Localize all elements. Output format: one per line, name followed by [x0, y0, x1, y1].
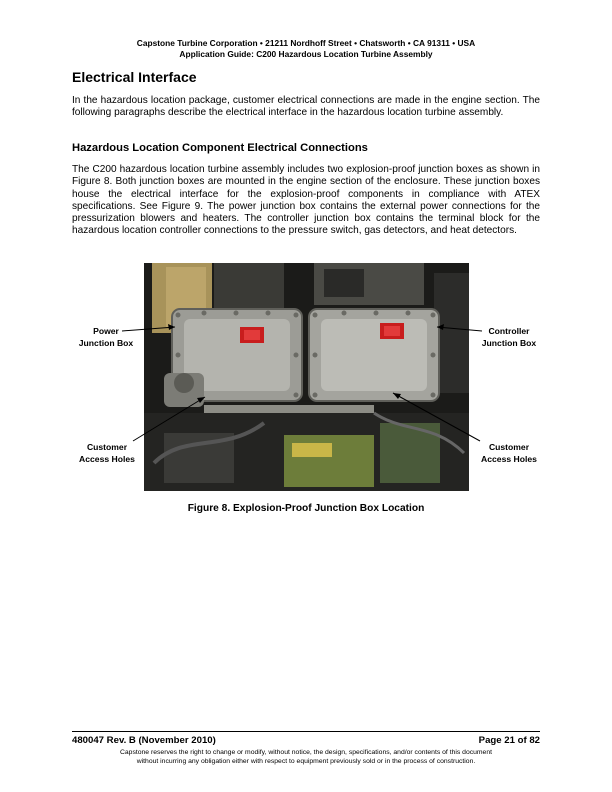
callout-customer-access-holes-right — [470, 441, 548, 465]
subsection-title: Hazardous Location Component Electrical Connections — [72, 142, 368, 154]
header-company-line: Capstone Turbine Corporation • 21211 Nordhoff Street • Chatsworth • CA 91311 • USA — [136, 38, 476, 48]
callout-controller-junction-box-label: Controller Junction Box — [481, 326, 537, 348]
footer-disclaimer-line1: Capstone reserves the right to change or modify, without notice, the design, specifications, and/or contents of this document — [119, 749, 493, 756]
section-title: Electrical Interface — [72, 69, 197, 85]
footer-doc-number: 480047 Rev. B (November 2010) — [72, 735, 216, 746]
footer-page-number: Page 21 of 82 — [478, 735, 540, 746]
header-guide-title: Application Guide: C200 Hazardous Location Turbine Assembly — [179, 49, 433, 59]
footer-disclaimer-line2: without incurring any obligation either with respect to equipment previously sold or in the process of construction. — [136, 758, 476, 765]
callout-customer-access-holes-left-label: Customer Access Holes — [79, 442, 135, 464]
intro-paragraph: In the hazardous location package, customer electrical connections are made in the engine section. The following paragraphs describe the electrical interface in the hazardous location turbine assembly. — [72, 95, 540, 119]
callout-customer-access-holes-right-label: Customer Access Holes — [481, 442, 537, 464]
junction-box-photo-drawing — [144, 263, 469, 491]
footer-rule — [72, 731, 540, 732]
callout-power-junction-box — [66, 325, 146, 349]
callout-controller-junction-box — [470, 325, 548, 349]
junction-box-photo — [144, 263, 469, 491]
figure-caption: Figure 8. Explosion-Proof Junction Box Location — [187, 503, 425, 514]
subsection-paragraph: The C200 hazardous location turbine assembly includes two explosion-proof junction boxes as shown in Figure 8. Both junction boxes are mounted in the engine section of the enclosure. These junction boxes house the electrical interface for the explosion-proof components in compliance with ATEX specifications. See Figure 9. The power junction box contains the external power connections for the pressurization blowers and heaters. The controller junction box contains the terminal block for the hazardous location controller connections to the pressure switch, gas detectors, and heat detectors. — [72, 164, 540, 237]
callout-customer-access-holes-left — [66, 441, 148, 465]
footer-disclaimer — [60, 748, 552, 766]
callout-power-junction-box-label: Power Junction Box — [78, 326, 134, 348]
